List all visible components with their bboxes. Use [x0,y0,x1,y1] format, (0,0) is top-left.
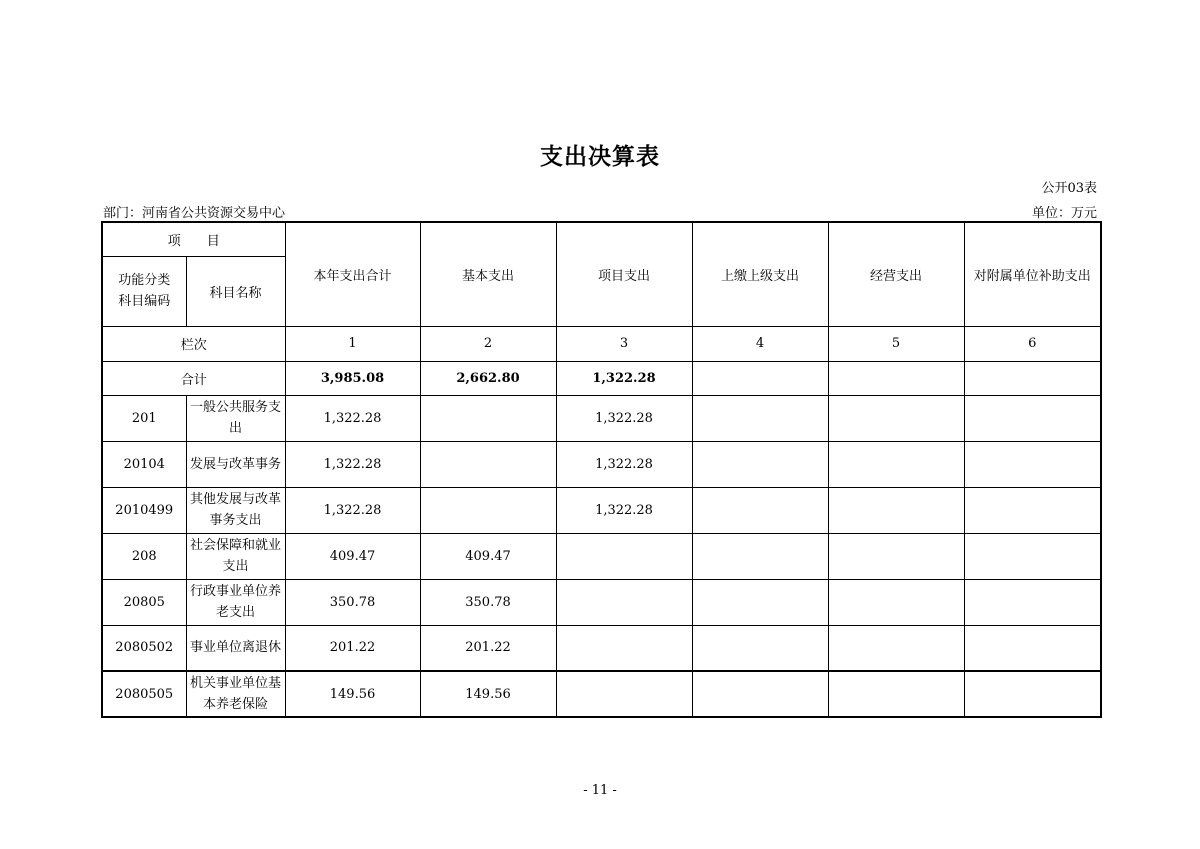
total-row [102,361,1101,395]
row-cell [828,533,964,579]
total-cell [692,361,828,395]
row-cell [828,441,964,487]
department-label: 部门：河南省公共资源交易中心 [103,206,286,221]
row-code: 2010499 [102,487,186,533]
row-name: 其他发展与改革事务支出 [186,487,285,533]
row-cell [828,671,964,717]
table-row [102,625,1101,671]
row-cell [964,441,1101,487]
table-row [102,671,1101,717]
row-cell: 1,322.28 [556,441,692,487]
row-code: 20104 [102,441,186,487]
row-cell [692,487,828,533]
expenditure-table [101,221,1102,718]
row-cell [828,625,964,671]
form-number: 公开03表 [1041,181,1097,196]
col-index-cell: 2 [420,326,556,361]
row-cell [964,395,1101,441]
row-cell [692,533,828,579]
row-cell: 1,322.28 [285,487,420,533]
row-cell [692,625,828,671]
row-cell [964,533,1101,579]
row-cell [692,441,828,487]
page-number: - 11 - [583,783,617,798]
table-row [102,487,1101,533]
header-item: 项 目 [102,222,285,256]
row-cell: 201.22 [420,625,556,671]
row-cell [828,395,964,441]
header-subject-name: 科目名称 [186,256,285,326]
row-code: 2080505 [102,671,186,717]
row-cell [964,625,1101,671]
row-cell [420,487,556,533]
col-index-cell: 6 [964,326,1101,361]
col-index-cell: 3 [556,326,692,361]
total-cell: 2,662.80 [420,361,556,395]
table-row [102,441,1101,487]
total-cell: 3,985.08 [285,361,420,395]
row-cell: 1,322.28 [556,487,692,533]
row-cell: 350.78 [285,579,420,625]
row-cell: 350.78 [420,579,556,625]
row-cell [420,441,556,487]
row-cell [692,395,828,441]
total-label: 合计 [102,361,285,395]
table-row [102,395,1101,441]
table-row [102,579,1101,625]
unit-label: 单位：万元 [1031,206,1097,221]
row-cell: 409.47 [285,533,420,579]
row-name: 机关事业单位基本养老保险 [186,671,285,717]
row-cell [556,533,692,579]
header-col-total: 本年支出合计 [285,222,420,326]
row-cell [692,579,828,625]
header-func-code [102,256,186,326]
row-cell [964,671,1101,717]
row-cell: 201.22 [285,625,420,671]
header-col-basic: 基本支出 [420,222,556,326]
col-index-cell: 1 [285,326,420,361]
row-cell [828,579,964,625]
row-code: 20805 [102,579,186,625]
header-col-subsidy: 对附属单位补助支出 [964,222,1101,326]
table-row [102,533,1101,579]
total-cell [964,361,1101,395]
row-cell: 1,322.28 [556,395,692,441]
total-cell [828,361,964,395]
col-index-cell: 4 [692,326,828,361]
col-index-cell: 5 [828,326,964,361]
page-title: 支出决算表 [540,143,660,170]
row-cell [556,671,692,717]
row-name: 行政事业单位养老支出 [186,579,285,625]
row-cell: 1,322.28 [285,395,420,441]
row-cell: 1,322.28 [285,441,420,487]
header-col-business: 经营支出 [828,222,964,326]
row-cell [556,625,692,671]
row-cell [420,395,556,441]
row-code: 201 [102,395,186,441]
row-cell [692,671,828,717]
row-cell: 149.56 [420,671,556,717]
total-cell: 1,322.28 [556,361,692,395]
header-col-remit: 上缴上级支出 [692,222,828,326]
row-name: 发展与改革事务 [186,441,285,487]
row-name: 事业单位离退休 [186,625,285,671]
row-name: 一般公共服务支出 [186,395,285,441]
row-cell [964,487,1101,533]
row-cell [556,579,692,625]
row-cell [964,579,1101,625]
row-code: 2080502 [102,625,186,671]
row-code: 208 [102,533,186,579]
row-cell: 149.56 [285,671,420,717]
row-cell [828,487,964,533]
col-index-label: 栏次 [102,326,285,361]
row-name: 社会保障和就业支出 [186,533,285,579]
row-cell: 409.47 [420,533,556,579]
header-func-code-text: 功能分类科目编码 [118,273,171,309]
header-col-project: 项目支出 [556,222,692,326]
